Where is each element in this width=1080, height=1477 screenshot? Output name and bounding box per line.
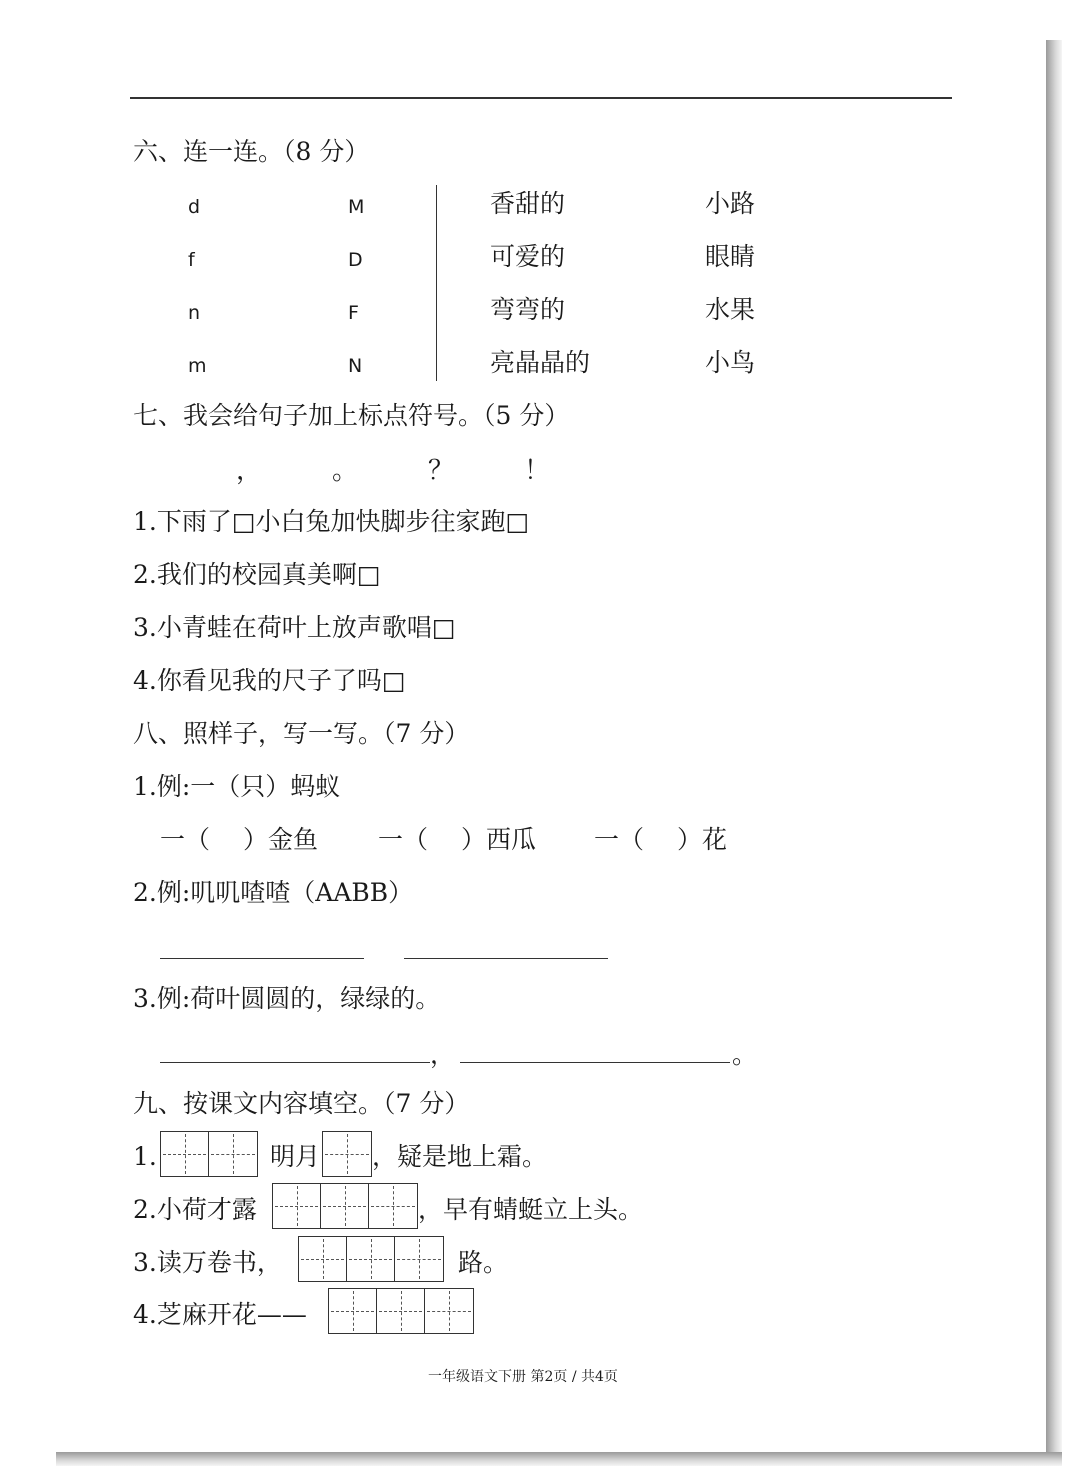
grid-cell[interactable] bbox=[425, 1289, 473, 1333]
page-footer: 一年级语文下册 第2页 / 共4页 bbox=[428, 1369, 618, 1385]
match-left-4: m bbox=[188, 355, 207, 377]
poem-q1-grid-a[interactable] bbox=[160, 1131, 258, 1177]
poem-q2-grid[interactable] bbox=[272, 1183, 418, 1229]
punct-item-2: 2.我们的校园真美啊□ bbox=[133, 560, 381, 589]
match-noun-3: 水果 bbox=[705, 295, 756, 324]
match-left-2: f bbox=[188, 249, 195, 271]
grid-cell[interactable] bbox=[209, 1132, 257, 1176]
fill-measure-1: 一（ ）金鱼 bbox=[160, 825, 318, 854]
match-adj-2: 可爱的 bbox=[490, 242, 566, 271]
mark-exclaim: ！ bbox=[524, 456, 551, 486]
match-adj-4: 亮晶晶的 bbox=[490, 348, 591, 377]
page-shadow-right bbox=[1046, 40, 1062, 1460]
grid-cell[interactable] bbox=[329, 1289, 377, 1333]
poem-q3-end: 路。 bbox=[458, 1248, 509, 1277]
match-noun-4: 小鸟 bbox=[705, 348, 756, 377]
mark-period: 。 bbox=[332, 456, 359, 486]
grid-cell[interactable] bbox=[321, 1184, 369, 1228]
poem-q3-grid[interactable] bbox=[298, 1236, 444, 1282]
header-rule bbox=[130, 97, 952, 99]
grid-cell[interactable] bbox=[273, 1184, 321, 1228]
match-left-1: d bbox=[188, 196, 201, 218]
poem-q2-end: ，早有蜻蜓立上头。 bbox=[418, 1195, 644, 1224]
section-8-title: 八、照样子，写一写。（7 分） bbox=[133, 719, 470, 748]
grid-cell[interactable] bbox=[395, 1237, 443, 1281]
answer-line-3a[interactable] bbox=[160, 1062, 430, 1063]
match-right-3: F bbox=[348, 302, 359, 324]
answer-line-2a[interactable] bbox=[160, 958, 364, 959]
grid-cell[interactable] bbox=[347, 1237, 395, 1281]
poem-q1-end: ，疑是地上霜。 bbox=[372, 1142, 548, 1171]
match-divider bbox=[436, 185, 437, 381]
match-adj-1: 香甜的 bbox=[490, 189, 566, 218]
example-2: 2.例:叽叽喳喳（AABB） bbox=[133, 878, 414, 907]
answer-line-2b[interactable] bbox=[404, 958, 608, 959]
punct-item-4: 4.你看见我的尺子了吗□ bbox=[133, 666, 406, 695]
match-noun-2: 眼睛 bbox=[705, 242, 756, 271]
poem-q3-start: 3.读万卷书， bbox=[133, 1248, 282, 1277]
poem-q2-start: 2.小荷才露 bbox=[133, 1195, 257, 1224]
grid-cell[interactable] bbox=[323, 1132, 371, 1176]
example-1: 1.例:一（只）蚂蚁 bbox=[133, 772, 341, 801]
grid-cell[interactable] bbox=[299, 1237, 347, 1281]
poem-q4-start: 4.芝麻开花—— bbox=[133, 1300, 307, 1329]
poem-q4-grid[interactable] bbox=[328, 1288, 474, 1334]
section-9-title: 九、按课文内容填空。（7 分） bbox=[133, 1089, 470, 1118]
match-right-2: D bbox=[348, 249, 363, 271]
match-right-4: N bbox=[348, 355, 363, 377]
poem-q1-grid-b[interactable] bbox=[322, 1131, 372, 1177]
match-adj-3: 弯弯的 bbox=[490, 295, 566, 324]
answer-3-period: 。 bbox=[732, 1040, 758, 1069]
answer-line-3b[interactable] bbox=[460, 1062, 730, 1063]
answer-3-comma: ， bbox=[430, 1040, 456, 1069]
poem-q1-mid: 明月 bbox=[270, 1142, 321, 1171]
fill-measure-3: 一（ ）花 bbox=[594, 825, 727, 854]
grid-cell[interactable] bbox=[377, 1289, 425, 1333]
mark-comma: ， bbox=[236, 456, 263, 486]
section-6-title: 六、连一连。（8 分） bbox=[133, 137, 370, 166]
match-left-3: n bbox=[188, 302, 201, 324]
page-shadow-bottom bbox=[56, 1452, 1062, 1466]
mark-question: ？ bbox=[428, 456, 455, 486]
fill-measure-2: 一（ ）西瓜 bbox=[378, 825, 536, 854]
match-noun-1: 小路 bbox=[705, 189, 756, 218]
example-3: 3.例:荷叶圆圆的，绿绿的。 bbox=[133, 984, 441, 1013]
punct-item-3: 3.小青蛙在荷叶上放声歌唱□ bbox=[133, 613, 456, 642]
grid-cell[interactable] bbox=[369, 1184, 417, 1228]
match-right-1: M bbox=[348, 196, 365, 218]
grid-cell[interactable] bbox=[161, 1132, 209, 1176]
section-7-title: 七、我会给句子加上标点符号。（5 分） bbox=[133, 401, 570, 430]
punct-item-1: 1.下雨了□小白兔加快脚步往家跑□ bbox=[133, 507, 530, 536]
poem-q1-num: 1. bbox=[133, 1142, 157, 1171]
